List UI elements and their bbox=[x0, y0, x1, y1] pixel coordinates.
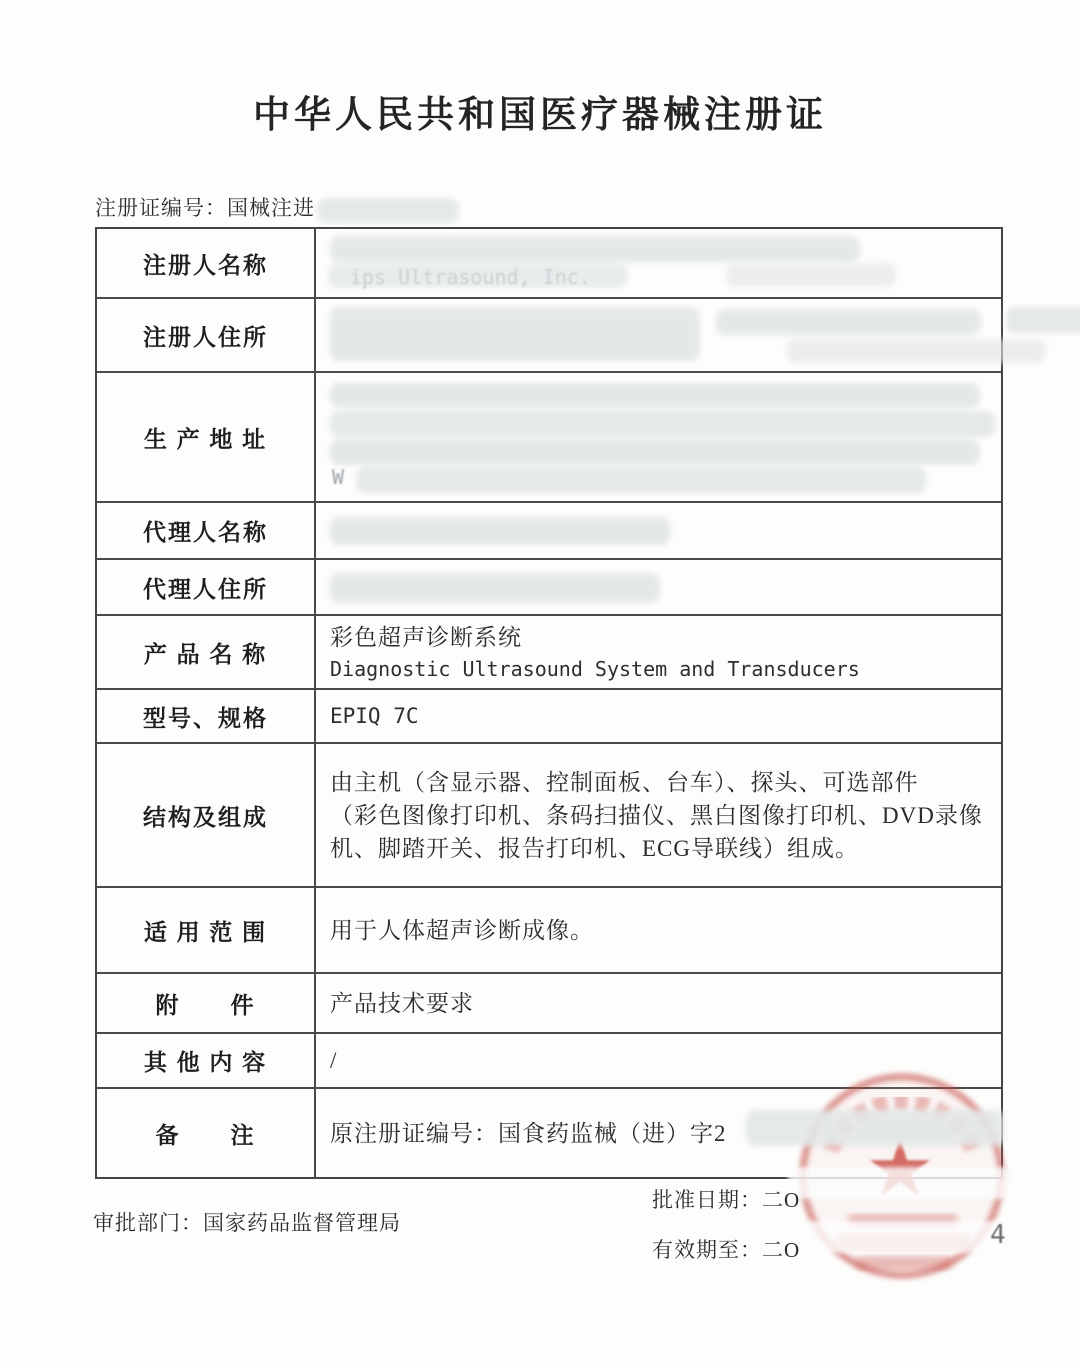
field-value bbox=[316, 299, 1001, 371]
row-registrant-name bbox=[97, 229, 1001, 299]
field-label: 注册人住所 bbox=[97, 299, 316, 371]
redaction-blob bbox=[1006, 307, 1080, 333]
model-value: EPIQ 7C bbox=[330, 704, 419, 728]
field-value bbox=[316, 229, 1001, 297]
certificate-table bbox=[95, 227, 1003, 1179]
row-structure-composition bbox=[97, 744, 1001, 888]
scope-value: 用于人体超声诊断成像。 bbox=[330, 917, 594, 943]
product-name-cn: 彩色超声诊断系统 bbox=[330, 624, 522, 650]
redaction-blob bbox=[788, 1167, 1008, 1199]
field-value bbox=[316, 690, 1001, 742]
approval-date-visible: 二O bbox=[762, 1188, 801, 1212]
redaction-blob bbox=[317, 198, 459, 223]
redaction-blob bbox=[330, 517, 670, 545]
field-value bbox=[316, 503, 1001, 558]
redaction-blob bbox=[716, 309, 981, 335]
row-agent-name bbox=[97, 503, 1001, 560]
structure-line: 机、脚踏开关、报告打印机、ECG导联线）组成。 bbox=[330, 835, 859, 861]
attachment-value: 产品技术要求 bbox=[330, 990, 474, 1016]
row-product-name bbox=[97, 616, 1001, 690]
field-label: 附 件 bbox=[97, 974, 316, 1032]
field-value bbox=[316, 744, 1001, 886]
redaction-blob bbox=[328, 263, 628, 288]
seal-text-blur bbox=[856, 1256, 952, 1270]
redaction-blob bbox=[330, 383, 980, 408]
field-label: 适 用 范 围 bbox=[97, 888, 316, 972]
other-content-value: / bbox=[330, 1048, 338, 1073]
field-value bbox=[316, 560, 1001, 614]
field-label: 备 注 bbox=[97, 1089, 316, 1177]
redaction-blob bbox=[802, 1221, 1004, 1253]
field-value bbox=[316, 888, 1001, 972]
redaction-blob bbox=[330, 411, 995, 437]
redaction-blob bbox=[786, 339, 1046, 363]
field-label: 生 产 地 址 bbox=[97, 373, 316, 501]
faint-text-fragment: W bbox=[332, 465, 345, 489]
page-title: 中华人民共和国医疗器械注册证 bbox=[253, 95, 827, 136]
redaction-blob bbox=[356, 467, 926, 493]
redaction-blob bbox=[330, 573, 660, 603]
row-scope-of-use bbox=[97, 888, 1001, 974]
field-value bbox=[316, 373, 1001, 501]
row-agent-address bbox=[97, 560, 1001, 616]
valid-until-line bbox=[652, 1234, 800, 1264]
row-attachment bbox=[97, 974, 1001, 1034]
field-label: 产 品 名 称 bbox=[97, 616, 316, 688]
redaction-blob bbox=[330, 307, 700, 361]
certificate-number-visible: 国械注进 bbox=[227, 196, 315, 220]
approval-date-line bbox=[652, 1184, 800, 1214]
structure-line: （彩色图像打印机、条码扫描仪、黑白图像打印机、DVD录像 bbox=[330, 802, 983, 828]
field-value bbox=[316, 616, 1001, 688]
field-label: 其 他 内 容 bbox=[97, 1034, 316, 1087]
field-label: 注册人名称 bbox=[97, 229, 316, 297]
redaction-blob bbox=[726, 263, 896, 287]
valid-until-trailing-fragment: 4 bbox=[990, 1220, 1006, 1250]
certificate-number-line bbox=[95, 192, 459, 222]
redaction-blob bbox=[330, 439, 980, 465]
valid-until-label: 有效期至： bbox=[652, 1238, 762, 1262]
product-name-en: Diagnostic Ultrasound System and Transducers bbox=[330, 656, 860, 681]
approval-date-label: 批准日期： bbox=[652, 1188, 762, 1212]
redaction-blob bbox=[330, 236, 860, 262]
field-label: 型号、规格 bbox=[97, 690, 316, 742]
certificate-number-label: 注册证编号： bbox=[95, 196, 227, 220]
row-model-spec bbox=[97, 690, 1001, 744]
redaction-blob bbox=[746, 1110, 1004, 1146]
row-registrant-address bbox=[97, 299, 1001, 373]
field-value bbox=[316, 974, 1001, 1032]
valid-until-visible: 二O bbox=[762, 1238, 801, 1262]
structure-line: 由主机（含显示器、控制面板、台车）、探头、可选部件 bbox=[330, 769, 919, 795]
field-label: 代理人名称 bbox=[97, 503, 316, 558]
field-label: 结构及组成 bbox=[97, 744, 316, 886]
row-production-address bbox=[97, 373, 1001, 503]
field-label: 代理人住所 bbox=[97, 560, 316, 614]
remarks-prefix: 原注册证编号：国食药监械（进）字2 bbox=[330, 1120, 727, 1146]
approval-department: 审批部门：国家药品监督管理局 bbox=[93, 1211, 401, 1235]
